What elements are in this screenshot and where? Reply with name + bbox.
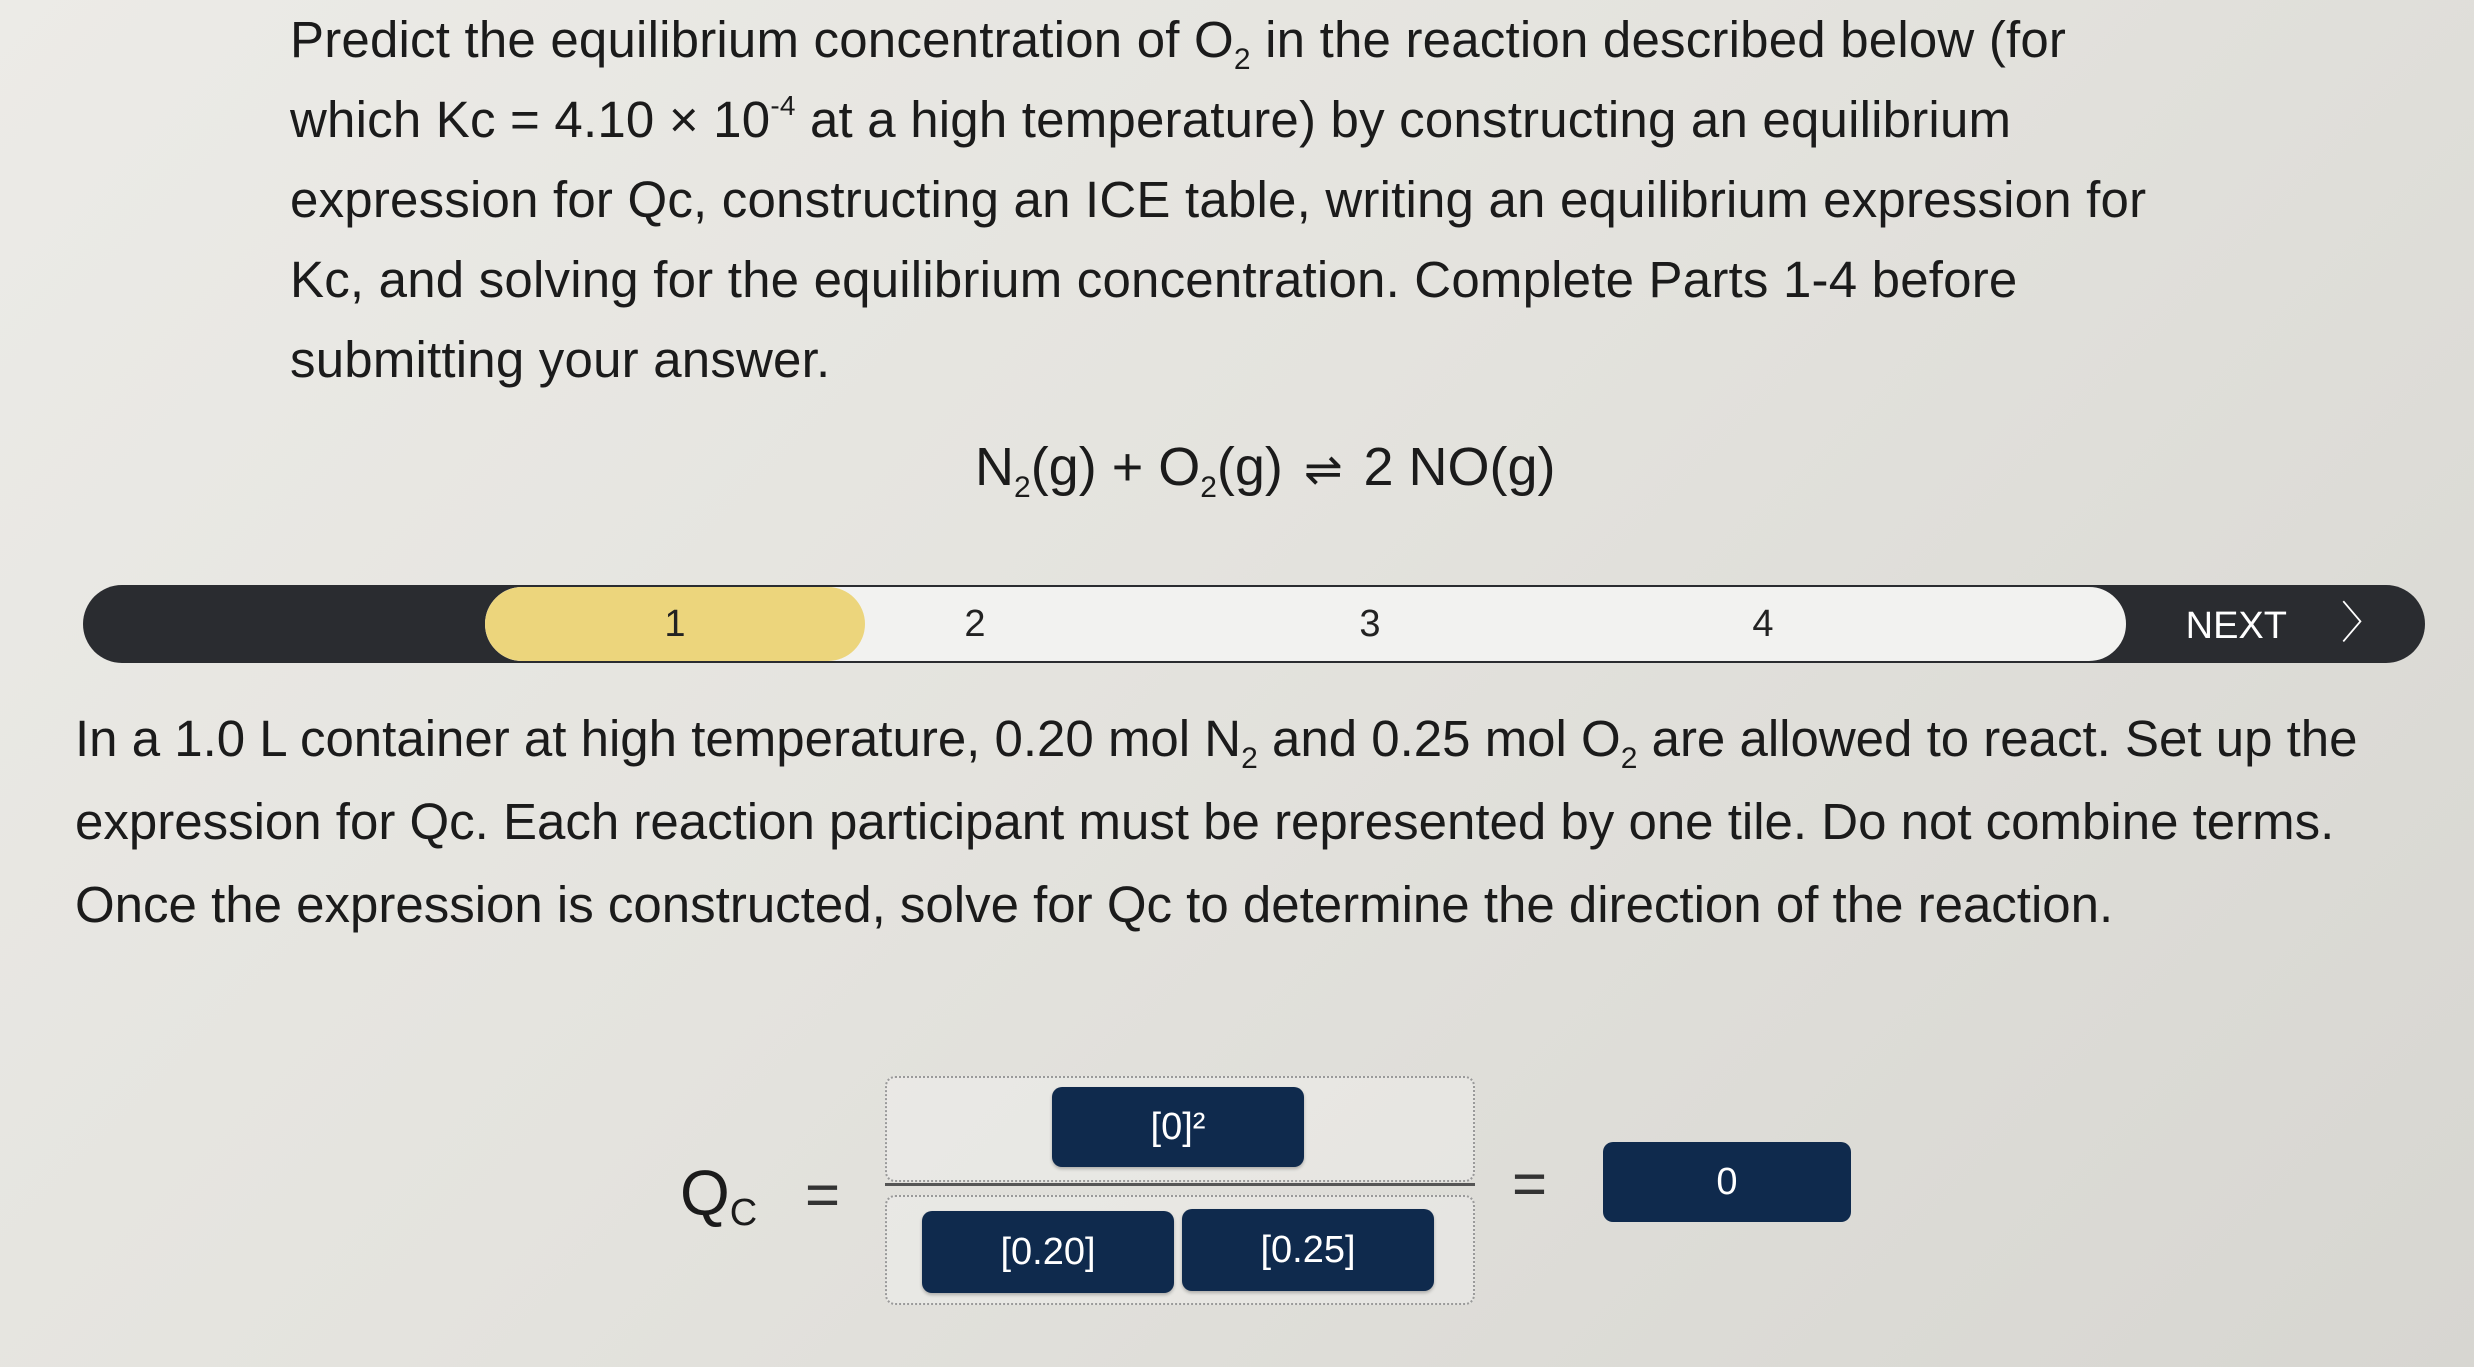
equals-sign-right: = [1512, 1150, 1548, 1217]
next-button-label: NEXT [2185, 605, 2287, 647]
question-text-3: are allowed to react. Set up the expression for Qc. Each reaction participant must be represented by one tile. Do not combine terms. [75, 710, 2358, 850]
step-4-tab[interactable]: 4 [1752, 603, 1774, 645]
reactant-o2-phase: (g) [1216, 437, 1283, 497]
question-o2-subscript: 2 [1620, 742, 1638, 775]
reaction-equation [975, 432, 1556, 504]
prompt-text-1: Predict the equilibrium concentration of O [290, 11, 1234, 68]
qc-label [680, 1158, 757, 1248]
prompt-exponent: -4 [770, 90, 796, 121]
step-2-tab[interactable]: 2 [964, 603, 986, 645]
question-paragraph-1 [75, 697, 2425, 863]
reactant-o2-subscript: 2 [1200, 471, 1217, 504]
question-n2-subscript: 2 [1241, 742, 1258, 775]
numerator-tile-no[interactable]: [0]² [1052, 1087, 1304, 1167]
product-no: 2 NO(g) [1363, 437, 1556, 497]
fraction-bar [885, 1183, 1475, 1186]
equals-sign-left: = [805, 1161, 841, 1228]
prompt-subscript: 2 [1233, 43, 1251, 76]
question-text-1: In a 1.0 L container at high temperature, 0.20 mol N [75, 710, 1242, 767]
prompt-paragraph [290, 0, 2190, 400]
qc-label-subscript: C [729, 1192, 758, 1234]
reactant-n2: N [975, 437, 1014, 497]
denominator-tile-n2[interactable]: [0.20] [922, 1211, 1174, 1293]
denominator-tile-o2[interactable]: [0.25] [1182, 1209, 1434, 1291]
problem-prompt [290, 0, 2190, 400]
steps-track [483, 585, 2128, 663]
step-3-tab[interactable]: 3 [1359, 603, 1381, 645]
qc-label-letter: Q [680, 1157, 730, 1229]
reactant-o2: (g) + O [1030, 437, 1201, 497]
chevron-right-icon: 〉 [2341, 599, 2385, 648]
step-1-tab[interactable]: 1 [485, 587, 865, 661]
next-button[interactable] [2186, 585, 2385, 663]
prompt-text-2: in the reaction described below (for which Kc = 4.10 × 10 [290, 11, 2067, 148]
question-text [75, 697, 2425, 946]
question-text-2: and 0.25 mol O [1257, 710, 1621, 767]
reactant-n2-subscript: 2 [1014, 471, 1031, 504]
prompt-text-3: at a high temperature) by constructing an equilibrium expression for Qc, constructing an ICE table, writing an equilibrium expression for Kc, and solving for the equilibrium concentration. Complete Parts 1-4 before submitting your answer. [290, 91, 2147, 388]
step-progress-bar [83, 585, 2425, 663]
equilibrium-arrow-icon: ⇌ [1303, 443, 1343, 495]
question-paragraph-2: Once the expression is constructed, solve for Qc to determine the direction of the reaction. [75, 876, 2114, 933]
qc-answer-field[interactable]: 0 [1603, 1142, 1851, 1222]
